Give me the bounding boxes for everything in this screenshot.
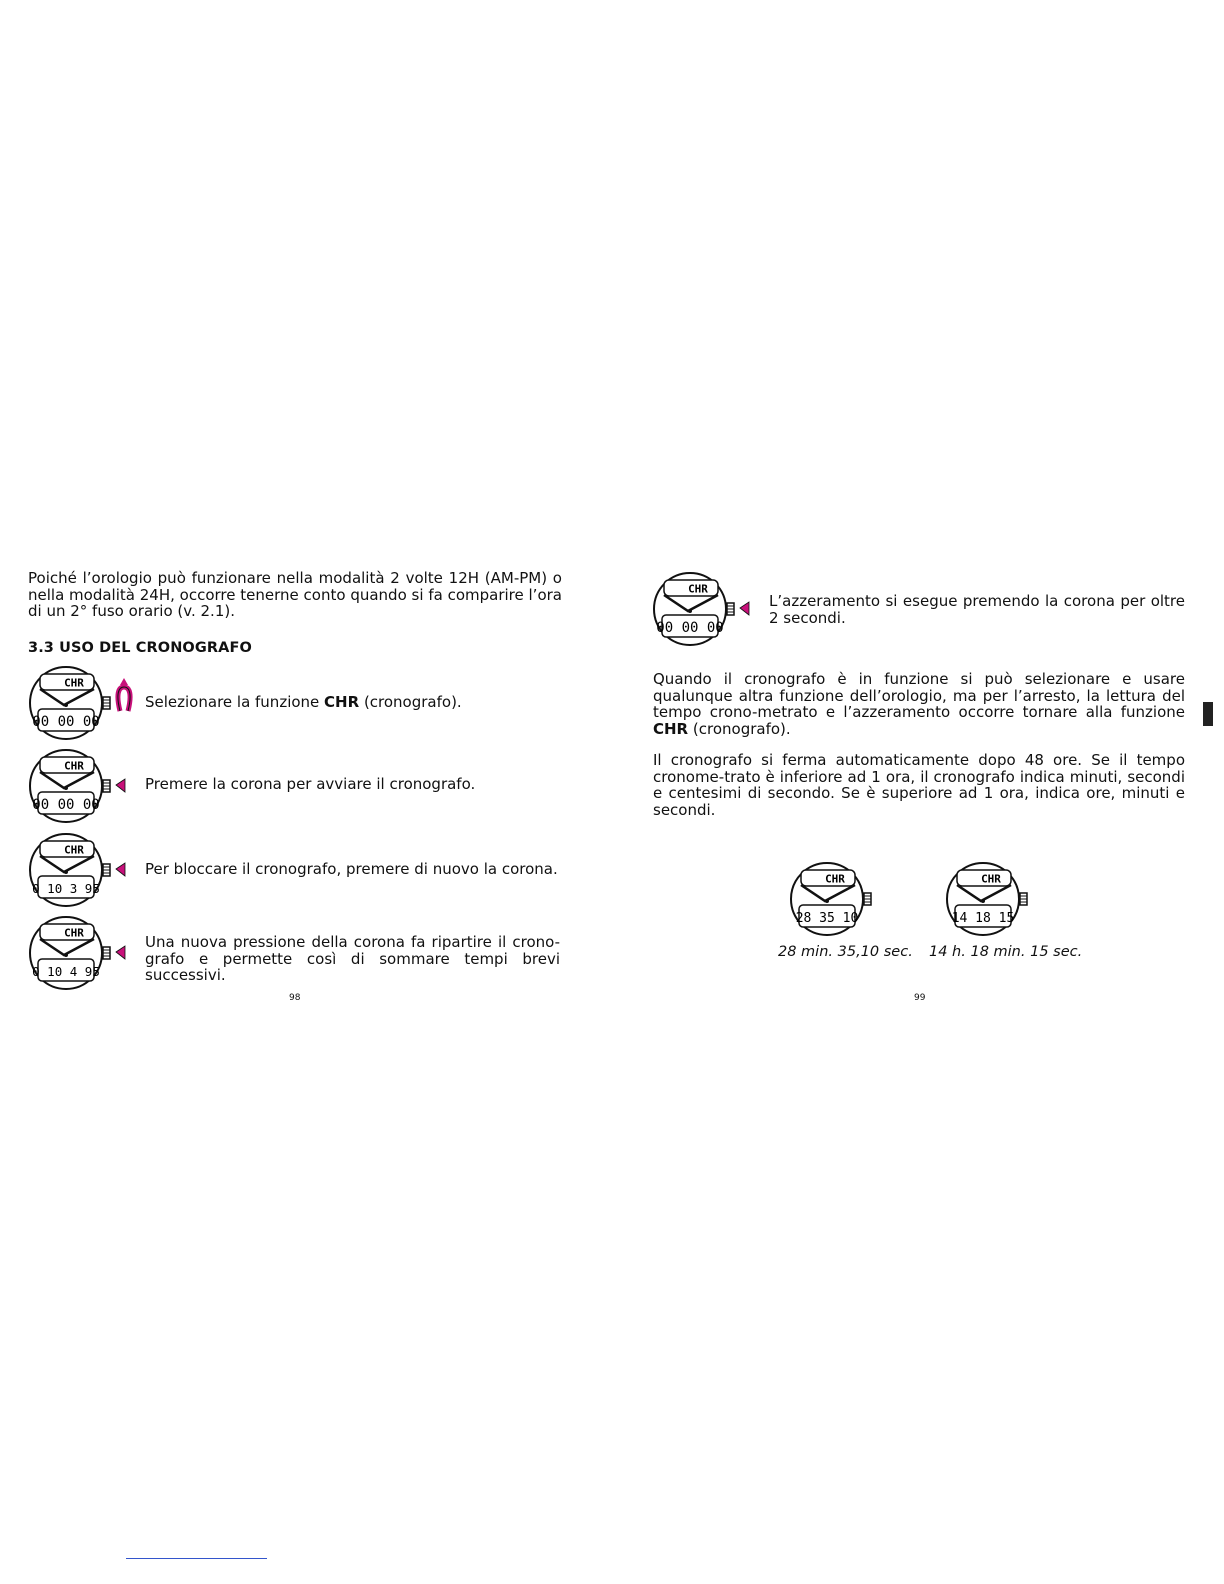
example-caption-hours: 14 h. 18 min. 15 sec. [929, 944, 1083, 960]
mode-label: CHR [64, 843, 84, 857]
section-heading: 3.3 USO DEL CRONOGRAFO [28, 640, 252, 656]
watch-chr-icon [28, 915, 143, 991]
mode-label: CHR [981, 872, 1001, 886]
example-caption-minutes: 28 min. 35,10 sec. [778, 944, 913, 960]
mode-label: CHR [688, 582, 708, 596]
press-arrow-icon [740, 602, 749, 615]
mode-label: CHR [825, 872, 845, 886]
mode-label: CHR [64, 676, 84, 690]
digital-display: 28 35 10 [795, 911, 859, 926]
footer-rule [126, 1558, 267, 1559]
auto-stop-paragraph: Il cronografo si ferma automaticamente dopo 48 ore. Se il tempo cronome-trato è inferiore ad 1 ora, il cronografo indica minuti, secondi e centesimi di secondo. Se è superiore ad 1 ora, indica ore, minuti e secondi. [653, 751, 1185, 819]
step-1-text: Selezionare la funzione CHR (cronografo). [145, 693, 462, 711]
digital-display: 0 10 4 95 [32, 964, 100, 979]
digital-display: 00 00 00 [32, 797, 100, 813]
intro-paragraph: Poiché l’orologio può funzionare nella modalità 2 volte 12H (AM-PM) o nella modalità 24H, occorre tenerne conto quando si fa comparire l’ora di un 2° fuso orario (v. 2.1). [28, 569, 562, 620]
step-3-text: Per bloccare il cronografo, premere di nuovo la corona. [145, 860, 558, 878]
section-tab-marker [1203, 702, 1213, 726]
watch-chr-icon [28, 748, 143, 824]
step-4-text: Una nuova pressione della corona fa ripartire il crono-grafo e permette così di sommare tempi brevi successivi. [145, 933, 560, 984]
step-4 [28, 915, 568, 991]
watch-example-hours-icon [945, 861, 1035, 937]
reset-paragraph: L’azzeramento si esegue premendo la corona per oltre 2 secondi. [769, 592, 1185, 627]
mode-label: CHR [64, 759, 84, 773]
step-2-text: Premere la corona per avviare il cronografo. [145, 775, 476, 793]
digital-display: 00 00 00 [32, 714, 100, 730]
watch-chr-icon [28, 665, 143, 741]
rotate-crown-icon [118, 678, 130, 711]
step-3 [28, 832, 568, 908]
mode-label: CHR [64, 926, 84, 940]
step-1 [28, 665, 568, 741]
watch-example-minutes-icon [789, 861, 879, 937]
right-page [612, 0, 1224, 1584]
press-arrow-icon [116, 946, 125, 959]
page-number-right: 99 [914, 993, 926, 1003]
function-paragraph: Quando il cronografo è in funzione si può selezionare e usare qualunque altra funzione dell’orologio, ma per l’arresto, la lettura del tempo crono-metrato e l’azzeramento occorre tornare alla funzione CHR (cronografo). [653, 670, 1185, 738]
digital-display: 00 00 00 [656, 620, 724, 636]
press-arrow-icon [116, 863, 125, 876]
digital-display: 14 18 15 [951, 911, 1015, 926]
watch-reset-icon [652, 571, 767, 647]
page-number-left: 98 [289, 993, 301, 1003]
digital-display: 0 10 3 95 [32, 881, 100, 896]
step-2 [28, 748, 568, 824]
press-arrow-icon [116, 779, 125, 792]
watch-chr-icon [28, 832, 143, 908]
